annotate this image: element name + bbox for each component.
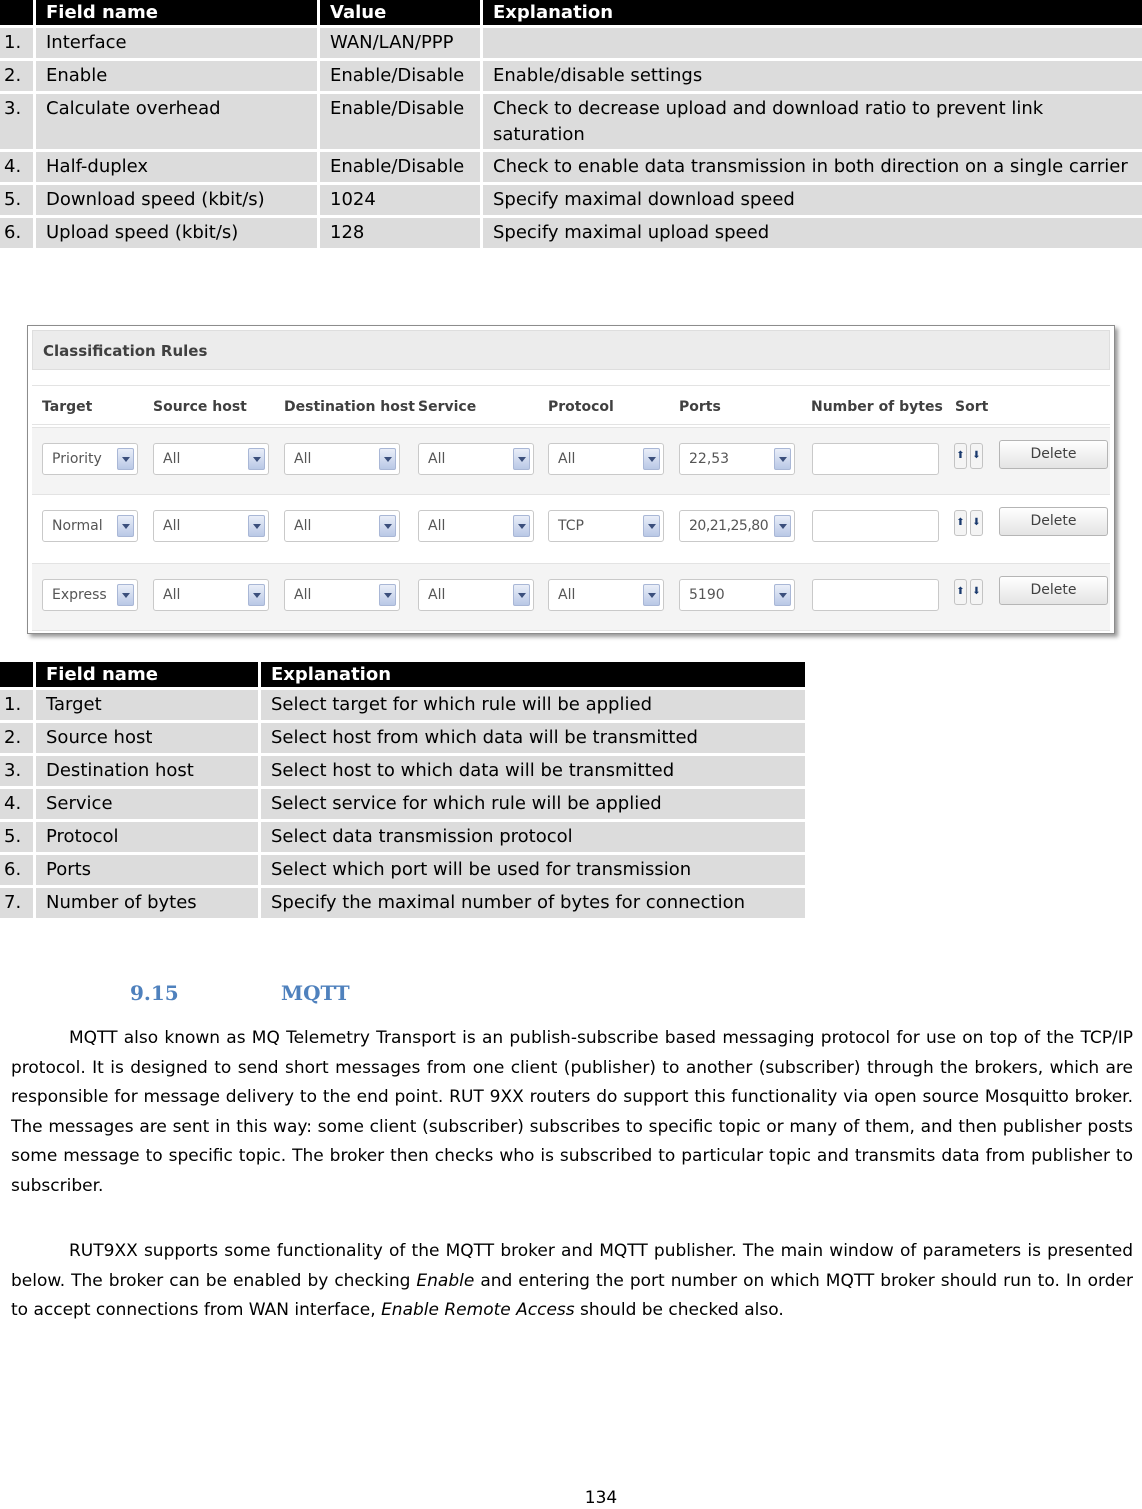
table-row xyxy=(0,888,805,918)
column-header: Value xyxy=(320,0,480,25)
chevron-down-icon xyxy=(513,584,530,606)
row-number: 2. xyxy=(0,61,33,91)
selected-value: All xyxy=(163,587,181,603)
section-title: MQTT xyxy=(281,981,350,1005)
rule-row xyxy=(32,563,1110,631)
selected-value: All xyxy=(294,451,312,467)
ports-select[interactable] xyxy=(679,579,795,611)
paragraph-text: and entering the port number on which MQTT broker should run to. In order to accept connections from WAN interface, xyxy=(11,1270,1133,1321)
chevron-down-icon xyxy=(774,515,791,537)
sort-down-button[interactable]: ⬇ xyxy=(970,443,983,469)
field-name: Destination host xyxy=(36,756,258,786)
mqtt-intro-paragraph: MQTT also known as MQ Telemetry Transport is an publish-subscribe based messaging protocol for use on top of the TCP/IP protocol. It is designed to send short messages from one client (publisher) to another (subscriber) through the brokers, which are responsible for message delivery to the end point. RUT 9XX routers do support this functionality via open source Mosquitto broker. The messages are sent in this way: some client (subscriber) subscribes to specific topic or many of them, and then publisher posts some message to specific topic. The broker then checks who is subscribed to particular topic and transmits data from publisher to subscriber. xyxy=(11,1028,1133,1196)
field-name: Ports xyxy=(36,855,258,885)
table-header-row xyxy=(0,0,1142,25)
paragraph-text: RUT9XX supports some functionality of the MQTT broker and MQTT publisher. The main window of parameters is presented below. The broker can be enabled by checking xyxy=(11,1241,1133,1291)
rule-row xyxy=(32,495,1110,563)
header-source-host: Source host xyxy=(153,399,247,415)
field-explanation: Specify maximal upload speed xyxy=(483,218,1142,248)
header-service: Service xyxy=(418,399,477,415)
source-host-select[interactable] xyxy=(153,579,269,611)
selected-value: Priority xyxy=(52,451,102,467)
row-number: 4. xyxy=(0,152,33,182)
table-row xyxy=(0,855,805,885)
selected-value: TCP xyxy=(558,518,584,534)
field-value: Enable/Disable xyxy=(320,94,480,149)
field-explanation: Check to enable data transmission in both direction on a single carrier xyxy=(483,152,1142,182)
sort-down-button[interactable]: ⬇ xyxy=(970,510,983,536)
selected-value: All xyxy=(163,518,181,534)
chevron-down-icon xyxy=(117,515,134,537)
row-number: 3. xyxy=(0,94,33,149)
column-header: Explanation xyxy=(483,0,1142,25)
table-row xyxy=(0,28,1142,58)
field-explanation: Select host from which data will be transmitted xyxy=(261,723,805,753)
emphasis-enable: Enable xyxy=(416,1270,475,1291)
table-row xyxy=(0,690,805,720)
row-number: 1. xyxy=(0,28,33,58)
protocol-select[interactable] xyxy=(548,510,664,542)
table-row xyxy=(0,723,805,753)
target-select[interactable] xyxy=(42,510,138,542)
emphasis-enable-remote-access: Enable Remote Access xyxy=(381,1300,575,1321)
row-number: 3. xyxy=(0,756,33,786)
table-row xyxy=(0,218,1142,248)
table-row xyxy=(0,756,805,786)
header-protocol: Protocol xyxy=(548,399,614,415)
row-number: 5. xyxy=(0,822,33,852)
row-number: 4. xyxy=(0,789,33,819)
ports-select[interactable] xyxy=(679,510,795,542)
header-number-of-bytes: Number of bytes xyxy=(811,399,943,415)
chevron-down-icon xyxy=(643,515,660,537)
target-select[interactable] xyxy=(42,579,138,611)
selected-value: 22,53 xyxy=(689,451,730,467)
destination-host-select[interactable] xyxy=(284,510,400,542)
table-row xyxy=(0,94,1142,149)
chevron-down-icon xyxy=(379,448,396,470)
number-of-bytes-input[interactable] xyxy=(812,579,939,611)
service-select[interactable] xyxy=(418,510,534,542)
chevron-down-icon xyxy=(379,584,396,606)
field-explanation: Select service for which rule will be applied xyxy=(261,789,805,819)
field-name: Half-duplex xyxy=(36,152,317,182)
classification-rules-screenshot xyxy=(27,325,1115,634)
selected-value: All xyxy=(558,587,576,603)
table-row xyxy=(0,185,1142,215)
selected-value: Normal xyxy=(52,518,103,534)
sort-up-button[interactable]: ⬆ xyxy=(954,443,967,469)
field-name: Download speed (kbit/s) xyxy=(36,185,317,215)
classification-fields-table xyxy=(0,659,808,921)
column-header: Explanation xyxy=(261,662,805,687)
chevron-down-icon xyxy=(513,515,530,537)
rule-row xyxy=(32,427,1110,495)
source-host-select[interactable] xyxy=(153,510,269,542)
number-of-bytes-input[interactable] xyxy=(812,510,939,542)
column-header xyxy=(0,662,33,687)
field-explanation: Enable/disable settings xyxy=(483,61,1142,91)
source-host-select[interactable] xyxy=(153,443,269,475)
sort-down-button[interactable]: ⬇ xyxy=(970,579,983,605)
destination-host-select[interactable] xyxy=(284,443,400,475)
field-explanation: Select which port will be used for transmission xyxy=(261,855,805,885)
row-number: 6. xyxy=(0,855,33,885)
selected-value: All xyxy=(163,451,181,467)
selected-value: 5190 xyxy=(689,587,725,603)
section-heading xyxy=(0,981,1142,1009)
table-row xyxy=(0,152,1142,182)
field-value: WAN/LAN/PPP xyxy=(320,28,480,58)
chevron-down-icon xyxy=(643,584,660,606)
chevron-down-icon xyxy=(248,448,265,470)
column-header: Field name xyxy=(36,0,317,25)
selected-value: All xyxy=(294,587,312,603)
field-name: Source host xyxy=(36,723,258,753)
page-number: 134 xyxy=(584,1488,618,1508)
header-ports: Ports xyxy=(679,399,721,415)
field-name: Service xyxy=(36,789,258,819)
column-header: Field name xyxy=(36,662,258,687)
field-explanation xyxy=(483,28,1142,58)
selected-value: Express xyxy=(52,587,107,603)
chevron-down-icon xyxy=(248,515,265,537)
field-name: Target xyxy=(36,690,258,720)
selected-value: All xyxy=(428,587,446,603)
field-name: Interface xyxy=(36,28,317,58)
selected-value: 20,21,25,80 xyxy=(689,518,769,534)
service-select[interactable] xyxy=(418,443,534,475)
sort-up-button[interactable]: ⬆ xyxy=(954,579,967,605)
delete-button[interactable]: Delete xyxy=(999,576,1108,605)
rules-header-row xyxy=(32,385,1110,425)
chevron-down-icon xyxy=(117,448,134,470)
column-header xyxy=(0,0,33,25)
field-explanation: Specify maximal download speed xyxy=(483,185,1142,215)
qos-fields-table xyxy=(0,0,1142,251)
delete-button[interactable]: Delete xyxy=(999,440,1108,469)
field-name: Number of bytes xyxy=(36,888,258,918)
paragraph-text: should be checked also. xyxy=(574,1300,784,1321)
target-select[interactable] xyxy=(42,443,138,475)
field-name: Protocol xyxy=(36,822,258,852)
row-number: 1. xyxy=(0,690,33,720)
service-select[interactable] xyxy=(418,579,534,611)
header-destination-host: Destination host xyxy=(284,399,415,415)
field-explanation: Specify the maximal number of bytes for connection xyxy=(261,888,805,918)
table-row xyxy=(0,789,805,819)
delete-button[interactable]: Delete xyxy=(999,507,1108,536)
selected-value: All xyxy=(428,451,446,467)
field-explanation: Select target for which rule will be applied xyxy=(261,690,805,720)
field-value: 1024 xyxy=(320,185,480,215)
chevron-down-icon xyxy=(379,515,396,537)
protocol-select[interactable] xyxy=(548,579,664,611)
field-explanation: Select data transmission protocol xyxy=(261,822,805,852)
field-name: Enable xyxy=(36,61,317,91)
table-row xyxy=(0,822,805,852)
ports-select[interactable] xyxy=(679,443,795,475)
chevron-down-icon xyxy=(248,584,265,606)
field-name: Calculate overhead xyxy=(36,94,317,149)
row-number: 6. xyxy=(0,218,33,248)
section-number: 9.15 xyxy=(130,981,179,1005)
selected-value: All xyxy=(558,451,576,467)
selected-value: All xyxy=(294,518,312,534)
chevron-down-icon xyxy=(513,448,530,470)
row-number: 5. xyxy=(0,185,33,215)
table-header-row xyxy=(0,662,805,687)
chevron-down-icon xyxy=(117,584,134,606)
selected-value: All xyxy=(428,518,446,534)
header-target: Target xyxy=(42,399,93,415)
table-row xyxy=(0,61,1142,91)
field-value: Enable/Disable xyxy=(320,61,480,91)
row-number: 2. xyxy=(0,723,33,753)
field-value: 128 xyxy=(320,218,480,248)
chevron-down-icon xyxy=(643,448,660,470)
destination-host-select[interactable] xyxy=(284,579,400,611)
header-sort: Sort xyxy=(955,399,989,415)
field-explanation: Select host to which data will be transmitted xyxy=(261,756,805,786)
mqtt-broker-paragraph xyxy=(11,1237,1133,1326)
field-value: Enable/Disable xyxy=(320,152,480,182)
number-of-bytes-input[interactable] xyxy=(812,443,939,475)
field-name: Upload speed (kbit/s) xyxy=(36,218,317,248)
chevron-down-icon xyxy=(774,584,791,606)
row-number: 7. xyxy=(0,888,33,918)
chevron-down-icon xyxy=(774,448,791,470)
sort-up-button[interactable]: ⬆ xyxy=(954,510,967,536)
field-explanation: Check to decrease upload and download ratio to prevent link saturation xyxy=(483,94,1142,149)
protocol-select[interactable] xyxy=(548,443,664,475)
panel-title: Classification Rules xyxy=(32,330,1110,370)
